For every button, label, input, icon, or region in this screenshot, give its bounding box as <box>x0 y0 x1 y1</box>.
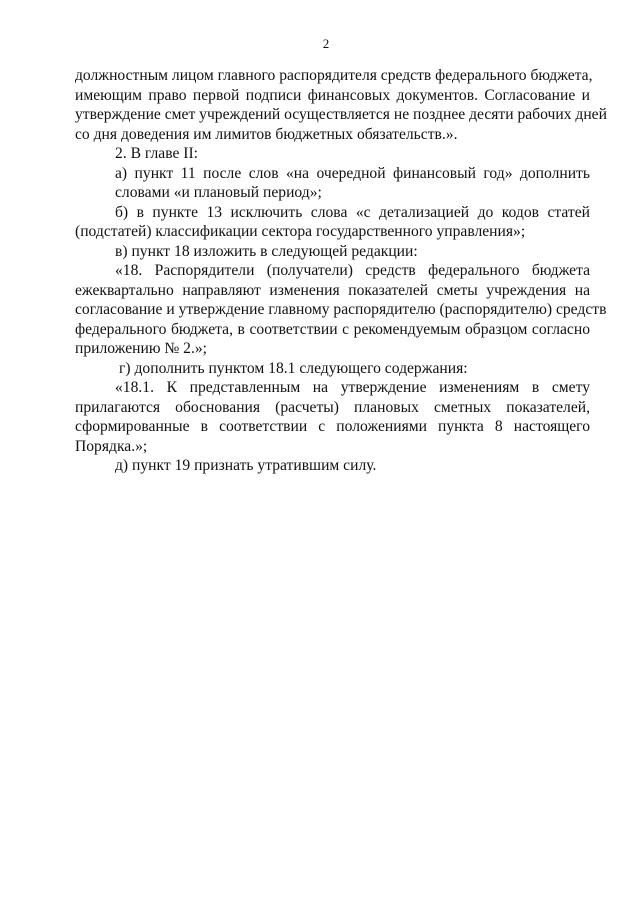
text-line: утверждение смет учреждений осуществляется не позднее десяти рабочих дней <box>75 106 607 123</box>
text-line: «18.1. К представленным на утверждение изменениям в смету <box>115 379 590 396</box>
text-line: в) пункт 18 изложить в следующей редакции: <box>115 242 418 260</box>
text-line: согласование и утверждение главному распорядителю (распорядителю) средств <box>75 301 607 318</box>
text-line: г) дополнить пунктом 18.1 следующего содержания: <box>119 359 468 377</box>
paragraph-item-v <box>75 242 590 262</box>
paragraph-item-d <box>75 456 590 476</box>
text-line: б) в пункте 13 исключить слова «с детализацией до кодов статей <box>115 203 590 221</box>
paragraph-item-g <box>75 359 590 379</box>
paragraph-quote-18-1 <box>75 378 590 456</box>
paragraph-item-b <box>75 203 590 242</box>
text-line: а) пункт 11 после слов «на очередной финансовый год» дополнить <box>115 164 590 182</box>
text-line: Порядка.»; <box>75 437 148 455</box>
paragraph-item-a <box>75 164 590 203</box>
document-body <box>75 66 607 476</box>
text-line: сформированные в соответствии с положениями пункта 8 настоящего <box>75 418 590 435</box>
page-number: 2 <box>322 36 330 51</box>
text-line: ежеквартально направляют изменения показателей сметы учреждения на <box>75 281 590 299</box>
text-line: прилагаются обоснования (расчеты) плановых сметных показателей, <box>75 398 590 416</box>
text-line: 2. В главе II: <box>115 145 199 162</box>
text-line: (подстатей) классификации сектора государственного управления»; <box>75 223 526 240</box>
text-line: словами «и плановый период»; <box>115 184 322 201</box>
text-line: должностным лицом главного распорядителя средств федерального бюджета, <box>75 67 593 84</box>
paragraph-chapter-heading <box>75 144 590 164</box>
text-line: д) пункт 19 признать утратившим силу. <box>115 457 377 474</box>
text-line: приложению № 2.»; <box>75 340 208 357</box>
text-line: федерального бюджета, в соответствии с рекомендуемым образцом согласно <box>75 320 590 338</box>
text-line: со дня доведения им лимитов бюджетных обязательств.». <box>75 125 458 143</box>
paragraph-quote-18 <box>75 261 607 359</box>
text-line: «18. Распорядители (получатели) средств федерального бюджета <box>115 262 590 279</box>
text-line: имеющим право первой подписи финансовых документов. Согласование и <box>75 86 590 104</box>
paragraph-continuation <box>75 66 607 144</box>
